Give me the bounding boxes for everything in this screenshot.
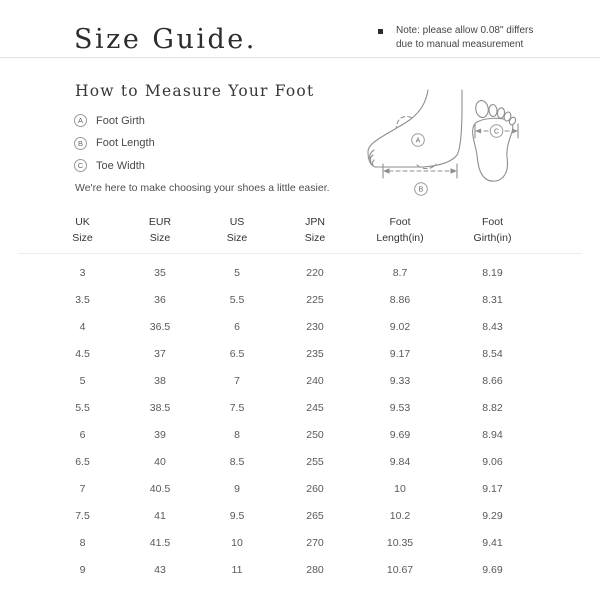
- table-cell: 7: [79, 482, 86, 495]
- table-row: [18, 259, 582, 286]
- table-cell: 9: [79, 563, 86, 576]
- table-cell: 40: [154, 455, 166, 468]
- label-b-text: B: [418, 186, 424, 194]
- table-cell: 9.84: [389, 455, 411, 468]
- table-cell: 38: [154, 374, 166, 387]
- table-row: [18, 421, 582, 448]
- table-cell: 255: [306, 455, 324, 468]
- table-row: [18, 556, 582, 583]
- legend-label: Foot Length: [96, 137, 155, 149]
- toe-2: [489, 104, 498, 117]
- table-cell: 6.5: [75, 455, 90, 468]
- table-cell: 280: [306, 563, 324, 576]
- table-cell: 9.17: [389, 347, 411, 360]
- label-a-text: A: [415, 137, 421, 145]
- table-cell: 270: [306, 536, 324, 549]
- legend-item-foot-length: [74, 137, 155, 150]
- table-cell: 40.5: [149, 482, 171, 495]
- table-cell: 7.5: [229, 401, 245, 414]
- table-cell: 35: [154, 266, 166, 279]
- section-heading: How to Measure Your Foot: [75, 82, 315, 100]
- legend-item-foot-girth: [74, 114, 155, 127]
- column-header: EUR Size: [148, 216, 172, 244]
- page-title: Size Guide.: [74, 24, 257, 55]
- table-cell: 8.66: [482, 374, 503, 387]
- measurement-note: [378, 24, 568, 52]
- circled-letter-c: C: [74, 159, 87, 172]
- column-header: Foot Girth(in): [473, 216, 512, 244]
- measure-legend: [74, 114, 155, 182]
- table-cell: 10.35: [386, 536, 414, 549]
- table-cell: 6: [79, 428, 86, 441]
- table-row: [18, 475, 582, 502]
- table-cell: 5.5: [75, 401, 90, 414]
- note-line-2: due to manual measurement: [396, 39, 524, 50]
- table-row: [18, 367, 582, 394]
- table-cell: 260: [306, 482, 324, 495]
- table-cell: 10: [231, 536, 243, 549]
- table-cell: 5: [79, 374, 86, 387]
- table-cell: 10.67: [386, 563, 414, 576]
- table-row: [18, 529, 582, 556]
- foot-side-diagram: [368, 90, 462, 195]
- column-header: US Size: [226, 216, 248, 244]
- table-header-divider: [18, 253, 582, 254]
- table-cell: 39: [154, 428, 166, 441]
- table-cell: 9: [234, 482, 240, 495]
- table-cell: 41: [154, 509, 166, 522]
- table-row: [18, 448, 582, 475]
- table-cell: 5: [234, 266, 240, 279]
- foot-sole-diagram: [473, 100, 518, 181]
- table-row: [18, 313, 582, 340]
- label-c-text: C: [493, 128, 500, 136]
- table-cell: 8.54: [482, 347, 503, 360]
- table-cell: 10.2: [389, 509, 411, 522]
- header-divider: [0, 57, 600, 58]
- note-line-1: Note: please allow 0.08" differs: [396, 25, 534, 36]
- table-row: [18, 286, 582, 313]
- table-cell: 220: [306, 266, 324, 279]
- table-cell: 6: [234, 320, 240, 333]
- table-cell: 9.17: [482, 482, 503, 495]
- table-cell: 8.5: [229, 455, 245, 468]
- table-cell: 240: [306, 374, 324, 387]
- table-cell: 37: [154, 347, 166, 360]
- table-cell: 9.02: [389, 320, 411, 333]
- legend-label: Toe Width: [96, 159, 145, 172]
- table-cell: 7: [234, 374, 240, 387]
- length-arrowhead-right: [451, 168, 458, 173]
- table-cell: 8.19: [482, 266, 503, 279]
- foot-measurement-diagram: [365, 88, 530, 200]
- note-bullet-icon: [378, 29, 383, 34]
- table-cell: 250: [306, 428, 324, 441]
- circled-letter-a: A: [74, 114, 87, 127]
- table-cell: 7.5: [75, 509, 90, 522]
- table-cell: 8.31: [482, 293, 503, 306]
- table-cell: 8: [234, 428, 240, 441]
- table-cell: 9.06: [482, 455, 503, 468]
- table-cell: 38.5: [149, 401, 171, 414]
- table-cell: 9.69: [389, 428, 411, 441]
- note-text: [396, 24, 568, 52]
- table-cell: 8.94: [482, 428, 503, 441]
- table-cell: 230: [306, 320, 324, 333]
- table-cell: 5.5: [229, 293, 245, 306]
- table-body: [18, 259, 582, 583]
- table-cell: 3.5: [75, 293, 90, 306]
- table-row: [18, 394, 582, 421]
- foot-side-fill: [368, 90, 462, 167]
- table-cell: 36: [154, 293, 166, 306]
- table-cell: 36.5: [149, 320, 171, 333]
- table-cell: 265: [306, 509, 324, 522]
- table-row: [18, 340, 582, 367]
- legend-label: Foot Girth: [96, 114, 145, 127]
- circled-letter-b: B: [74, 137, 87, 150]
- column-header: UK Size: [72, 216, 93, 244]
- table-cell: 43: [154, 563, 166, 576]
- table-cell: 9.5: [229, 509, 245, 522]
- tagline: We're here to make choosing your shoes a little easier.: [75, 182, 330, 194]
- table-cell: 8.82: [482, 401, 503, 414]
- table-cell: 9.41: [482, 536, 503, 549]
- table-cell: 235: [306, 347, 324, 360]
- table-header-row: [18, 214, 582, 246]
- big-toe: [475, 100, 490, 119]
- column-header: JPN Size: [304, 216, 326, 244]
- table-row: [18, 502, 582, 529]
- table-cell: 9.53: [389, 401, 411, 414]
- table-cell: 11: [231, 563, 243, 576]
- table-cell: 245: [306, 401, 324, 414]
- table-cell: 8.7: [392, 266, 408, 279]
- table-cell: 225: [306, 293, 324, 306]
- table-cell: 4.5: [75, 347, 90, 360]
- table-cell: 4: [79, 320, 86, 333]
- size-conversion-table: [18, 214, 582, 583]
- toe-width-arrowhead-right: [512, 129, 518, 134]
- table-cell: 8.43: [482, 320, 503, 333]
- length-arrowhead-left: [383, 168, 390, 173]
- table-cell: 9.29: [482, 509, 503, 522]
- table-cell: 41.5: [149, 536, 171, 549]
- table-cell: 8: [79, 536, 86, 549]
- table-cell: 9.33: [389, 374, 411, 387]
- table-cell: 9.69: [482, 563, 503, 576]
- table-cell: 8.86: [389, 293, 411, 306]
- legend-item-toe-width: [74, 159, 155, 172]
- table-cell: 10: [394, 482, 406, 495]
- table-cell: 6.5: [229, 347, 245, 360]
- column-header: Foot Length(in): [376, 216, 424, 244]
- table-cell: 3: [79, 266, 86, 279]
